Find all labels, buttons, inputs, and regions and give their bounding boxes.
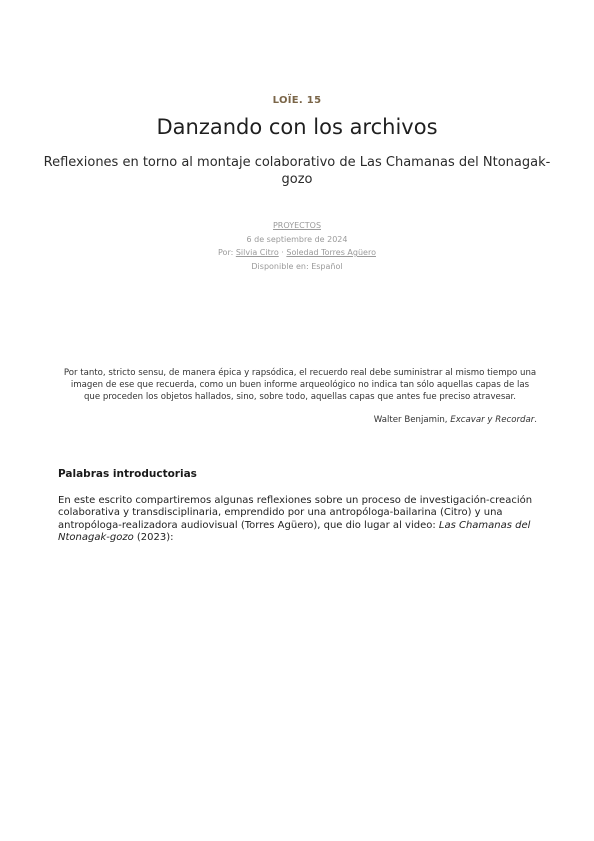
author-link-citro[interactable]: Silvia Citro bbox=[235, 248, 279, 257]
intro-paragraph-start: En este escrito compartiremos algunas reflexiones sobre un proceso de investigación-creación colaborativa y transdisciplinaria, emprendido por una antropóloga-bailarina (Citro) y una antropóloga-realizadora audiovisual (Torres Agüero), que dio lugar al video: bbox=[58, 495, 533, 531]
section-heading: Palabras introductorias bbox=[58, 468, 197, 480]
article-title: Danzando con los archivos bbox=[156, 115, 438, 139]
article-subtitle: Reflexiones en torno al montaje colaborativo de Las Chamanas del Ntonagak-gozo bbox=[43, 155, 551, 187]
category-link[interactable]: PROYECTOS bbox=[272, 221, 322, 230]
epigraph-author: Walter Benjamin, bbox=[373, 415, 448, 425]
available-languages: Disponible en: Español bbox=[251, 261, 343, 271]
journal-issue-label: LOÏE. 15 bbox=[272, 95, 322, 106]
video-title: Las Chamanas del Ntonagak-gozo bbox=[58, 519, 531, 543]
epigraph-work: Excavar y Recordar bbox=[450, 415, 535, 425]
epigraph-end-punct: . bbox=[534, 415, 537, 425]
epigraph-quote: Por tanto, stricto sensu, de manera épica y rapsódica, el recuerdo real debe suministrar al mismo tiempo una imagen de ese que recuerda, como un buen informe arqueológico no indica tan sólo aquellas capas de las que proceden los objetos hallados, sino, sobre todo, aquellas capas que antes fue preciso atravesar. bbox=[63, 368, 537, 402]
article-meta bbox=[0, 219, 594, 273]
publish-date: 6 de septiembre de 2024 bbox=[246, 234, 348, 244]
authors-line bbox=[0, 246, 594, 260]
epigraph-attribution bbox=[374, 415, 537, 425]
intro-paragraph-end: (2023): bbox=[133, 531, 174, 543]
author-link-torres-aguero[interactable]: Soledad Torres Agüero bbox=[286, 248, 376, 257]
author-separator: · bbox=[281, 248, 284, 257]
by-prefix: Por: bbox=[218, 248, 234, 257]
intro-paragraph bbox=[58, 495, 536, 544]
